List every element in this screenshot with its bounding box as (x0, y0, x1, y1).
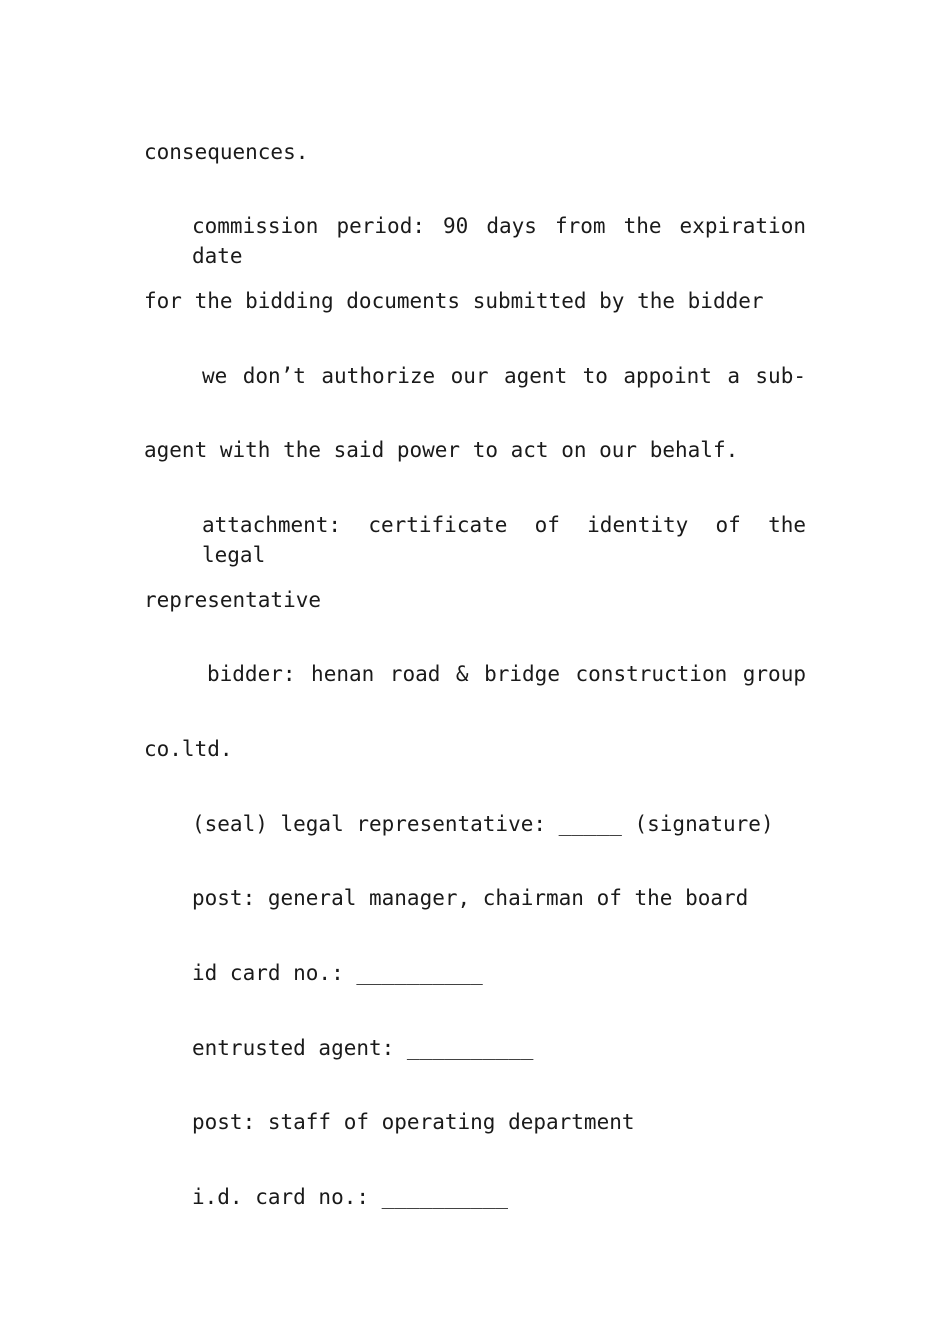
signature-line: (seal) legal representative: _____ (signature) (192, 812, 774, 836)
text-line: consequences. (144, 140, 309, 164)
id-card-field: id card no.: __________ (192, 961, 483, 985)
entrusted-agent-field: entrusted agent: __________ (192, 1036, 534, 1060)
text-line: for the bidding documents submitted by the bidder (144, 289, 764, 313)
text-line: co.ltd. (144, 737, 233, 761)
id-card-field: i.d. card no.: __________ (192, 1185, 509, 1209)
text-line: post: staff of operating department (192, 1110, 635, 1134)
text-line: post: general manager, chairman of the board (192, 886, 749, 910)
text-line: commission period: 90 days from the expiration date (192, 214, 806, 268)
text-line: agent with the said power to act on our behalf. (144, 438, 739, 462)
text-line: representative (144, 588, 322, 612)
text-line: bidder: henan road & bridge construction group (207, 662, 806, 686)
text-line: we don’t authorize our agent to appoint a sub- (202, 364, 806, 388)
text-line: attachment: certificate of identity of the legal (202, 513, 806, 567)
